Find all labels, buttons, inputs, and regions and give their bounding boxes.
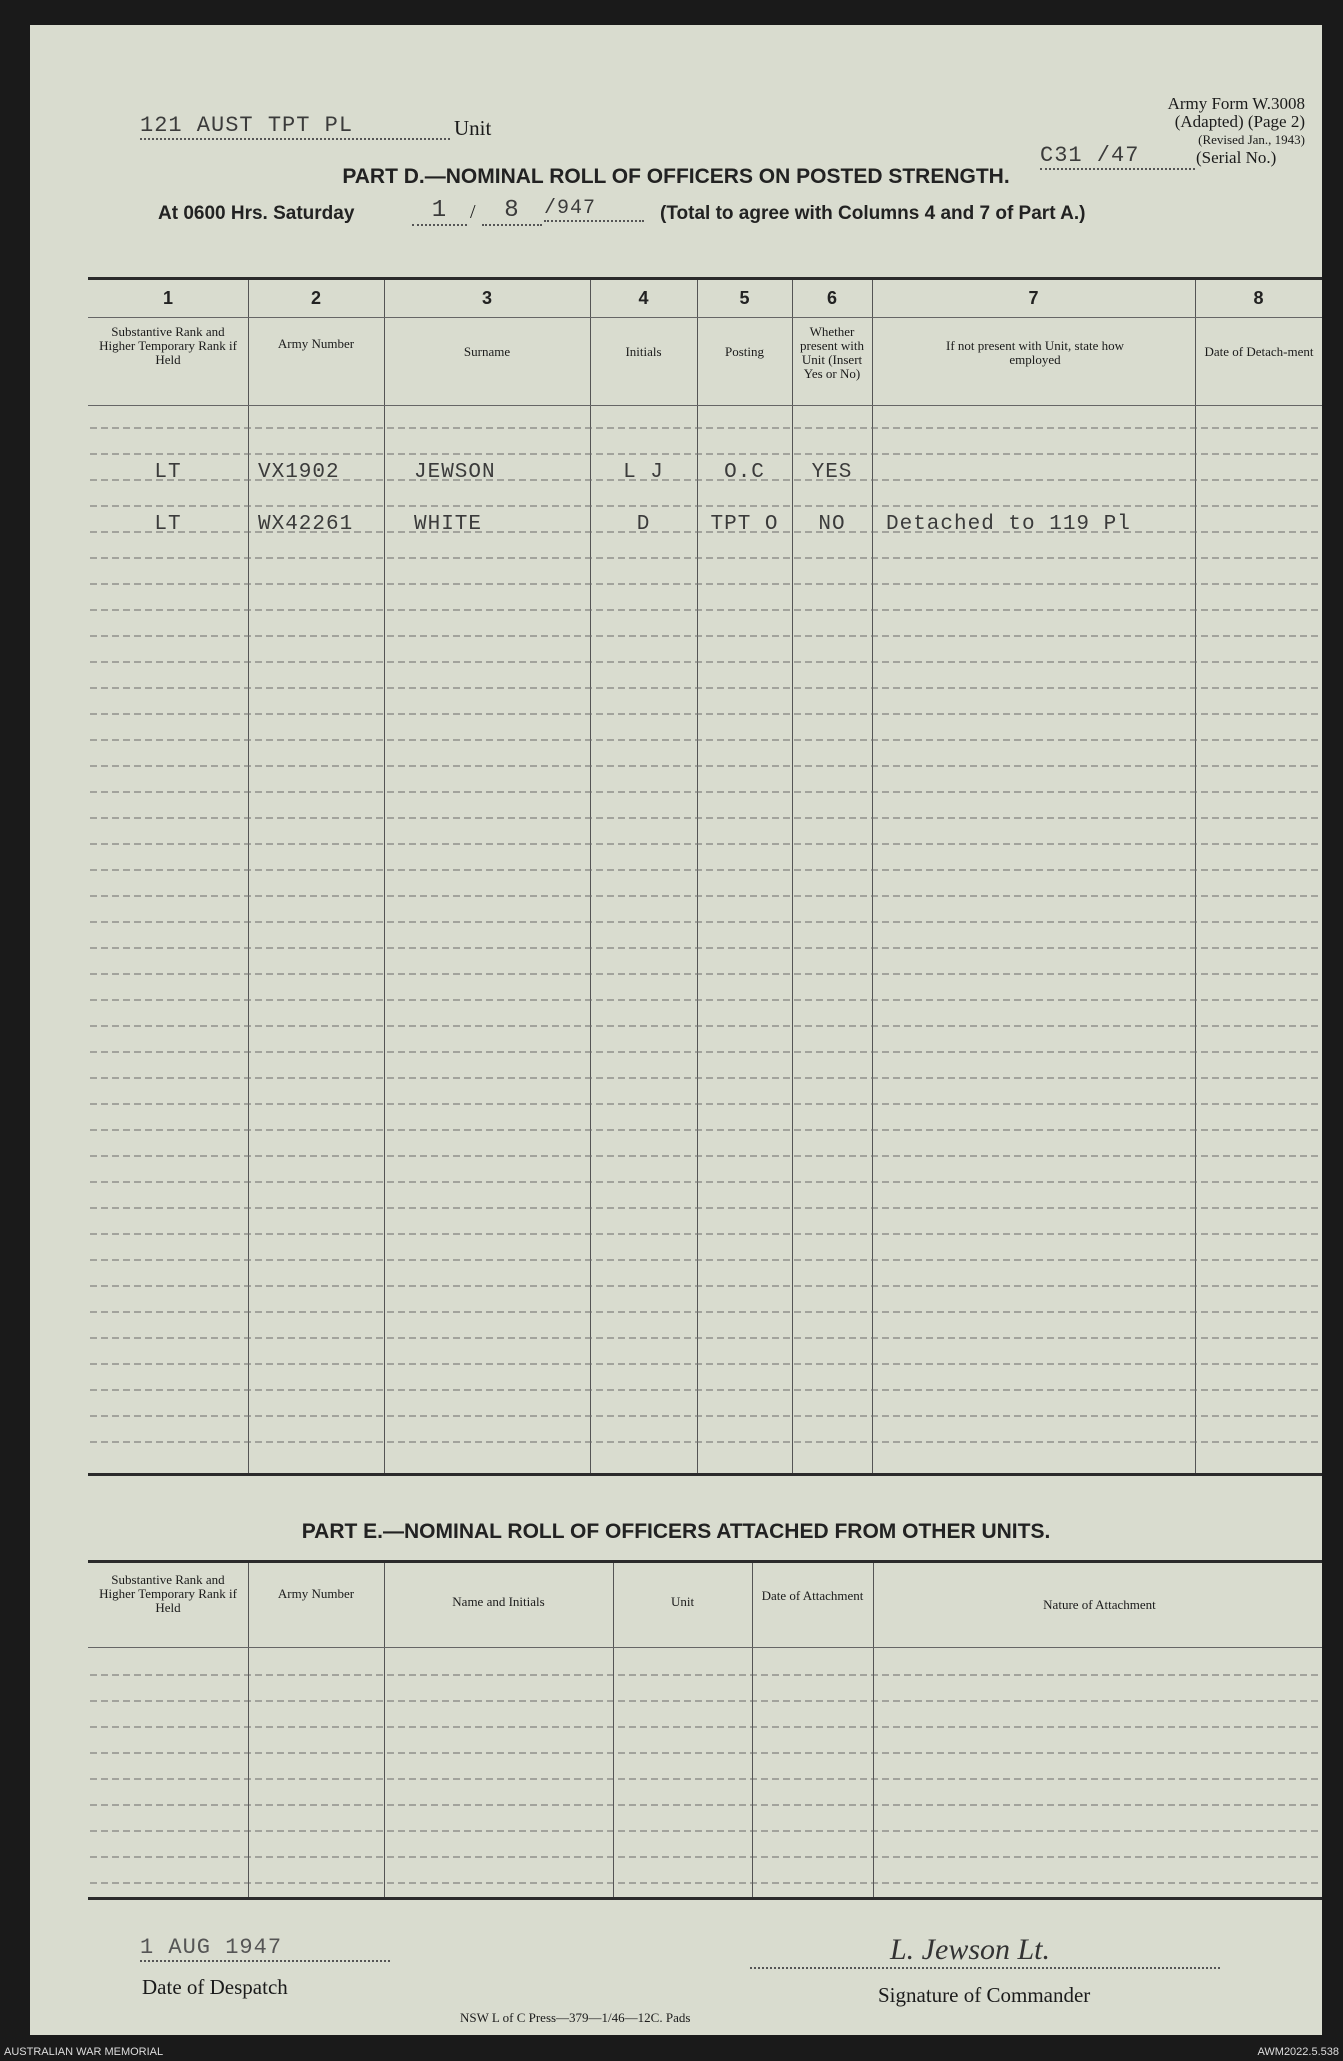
col-head-posting: Posting <box>724 344 764 359</box>
date-day: 1 <box>412 197 467 226</box>
commander-signature: L. Jewson Lt. <box>750 1933 1220 1969</box>
col-num-5: 5 <box>739 288 750 308</box>
row2-surname: WHITE <box>414 513 483 536</box>
serial-value: C31 /47 <box>1040 143 1195 170</box>
col-head-army-number: Army Number <box>277 336 355 351</box>
col-num-3: 3 <box>481 288 492 308</box>
row1-army-number: VX1902 <box>258 461 340 484</box>
col-head-employment: If not present with Unit, state how employed <box>946 338 1124 367</box>
despatch-label: Date of Despatch <box>142 1975 288 1999</box>
row1-surname: JEWSON <box>414 461 496 484</box>
part-e-title: PART E.—NOMINAL ROLL OF OFFICERS ATTACHED FROM OTHER UNITS. <box>301 1520 1051 1543</box>
col-head-present: Whether present with Unit (Insert Yes or No) <box>800 324 864 381</box>
form-revised: (Revised Jan., 1943) <box>1198 132 1305 147</box>
col-num-8: 8 <box>1253 288 1264 308</box>
unit-label: Unit <box>454 116 492 140</box>
archive-label-left: AUSTRALIAN WAR MEMORIAL <box>4 2046 164 2058</box>
col-head-surname: Surname <box>463 344 511 359</box>
despatch-stamp: 1 AUG 1947 <box>140 1935 390 1962</box>
row2-present: NO <box>818 513 846 536</box>
row2-initials: D <box>636 513 651 536</box>
row2-employment: Detached to 119 Pl <box>886 513 1131 536</box>
col-num-2: 2 <box>310 288 321 308</box>
e-head-nature: Nature of Attachment <box>1043 1597 1156 1612</box>
printer-imprint: NSW L of C Press—379—1/46—12C. Pads <box>460 2010 691 2025</box>
unit-value: 121 AUST TPT PL <box>140 113 450 140</box>
at-label: At 0600 Hrs. Saturday <box>158 203 355 224</box>
col-head-detachment-date: Date of Detach-ment <box>1204 344 1314 359</box>
row1-posting: O.C <box>724 461 765 484</box>
form-page: 121 AUST TPT PL Unit Army Form W.3008 (Adapted) (Page 2) (Revised Jan., 1943) C31 /47 (Serial No.) PART D.—NOMINAL ROLL OF OFFICERS ON POSTED STRENGTH. At 0600 Hrs. Saturday 1 / 8 /947 (Total to agree with Columns 4 and 7 of Part A.) 1 2 3 4 5 6 7 8 Substantive Rank and Higher Temporary Rank if Held Army Number Surname Initials Posting Whether present with Unit (Insert Yes or No) If not present with Unit, state how employed Date of Detach-ment LT VX1902 JEWSON L J O.C YES LT WX42261 WHITE D TPT O NO Detached to 119 Pl PART E.—NOMINAL ROLL OF OFFICERS ATTACHED FROM OTHER UNITS. Substantive Rank and Higher Temporary Rank if Held Army Number Name and Initials Unit Date of Attachment Nature of Attachment 1 AUG 1947 Date of Despatch NSW L of C Press—379—1/46—12C. Pads L. Jewson Lt. Signature of Commander <box>30 25 1322 2035</box>
row1-initials: L J <box>623 461 664 484</box>
signature-label: Signature of Commander <box>878 1983 1091 2007</box>
col-num-6: 6 <box>826 288 837 308</box>
row1-present: YES <box>811 461 853 484</box>
row2-posting: TPT O <box>710 513 779 536</box>
serial-label: (Serial No.) <box>1196 148 1277 167</box>
row1-rank: LT <box>154 461 182 484</box>
e-head-attachment-date: Date of Attachment <box>761 1588 864 1603</box>
archive-label-right: AWM2022.5.538 <box>1257 2046 1339 2058</box>
ruled-lines <box>30 25 1322 2035</box>
e-head-unit: Unit <box>670 1594 695 1609</box>
col-num-1: 1 <box>162 288 173 308</box>
e-head-army-number: Army Number <box>277 1586 355 1601</box>
form-adapted: (Adapted) (Page 2) <box>1174 112 1305 131</box>
col-num-7: 7 <box>1028 288 1039 308</box>
col-num-4: 4 <box>638 288 649 308</box>
form-name: Army Form W.3008 <box>1167 94 1305 113</box>
col-head-initials: Initials <box>625 344 662 359</box>
date-month: 8 <box>482 197 542 226</box>
part-e-top-rule <box>88 1560 1322 1563</box>
date-year: /947 <box>544 197 644 222</box>
e-head-name: Name and Initials <box>452 1594 545 1609</box>
total-note: (Total to agree with Columns 4 and 7 of Part A.) <box>660 203 1086 224</box>
part-d-title: PART D.—NOMINAL ROLL OF OFFICERS ON POSTED STRENGTH. <box>342 165 1010 188</box>
e-head-rank: Substantive Rank and Higher Temporary Rank if Held <box>99 1572 237 1615</box>
col-head-rank: Substantive Rank and Higher Temporary Rank if Held <box>99 324 237 367</box>
row2-army-number: WX42261 <box>258 513 354 536</box>
row2-rank: LT <box>154 513 182 536</box>
part-e-bottom-rule <box>88 1897 1322 1900</box>
